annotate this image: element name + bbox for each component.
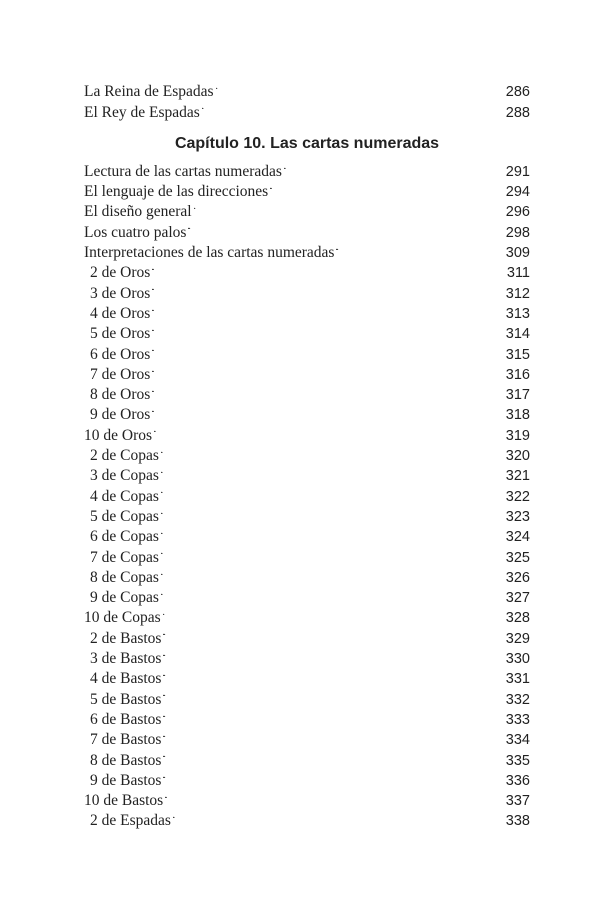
toc-leader-dots	[163, 744, 492, 764]
toc-entry-page-number: 286	[505, 84, 530, 101]
toc-entry-label: 10 de Bastos	[84, 792, 164, 810]
toc-leader-dots	[161, 521, 492, 541]
toc-leader-dots	[163, 663, 492, 683]
toc-leader-dots	[161, 541, 492, 561]
toc-entry-label: 8 de Oros	[90, 386, 151, 404]
toc-entry-label: 9 de Bastos	[90, 771, 162, 789]
toc-entry-page-number: 324	[505, 529, 530, 546]
toc-entry-label: 8 de Bastos	[90, 751, 162, 769]
toc-entry-label: 3 de Bastos	[90, 650, 162, 668]
toc-entry-page-number: 332	[505, 691, 530, 708]
toc-entry-label: 2 de Bastos	[90, 629, 162, 647]
toc-entry	[84, 318, 530, 343]
toc-leader-dots	[165, 785, 492, 805]
toc-entry-label: Interpretaciones de las cartas numeradas	[84, 244, 335, 262]
toc-entry-label: 4 de Oros	[90, 304, 151, 322]
toc-leader-dots	[161, 562, 492, 582]
toc-entry-page-number: 294	[505, 184, 530, 201]
toc-entry-page-number: 317	[505, 387, 530, 404]
toc-entry-label: 3 de Oros	[90, 284, 151, 302]
toc-entry	[84, 76, 530, 101]
toc-leader-dots	[163, 704, 492, 724]
toc-leader-dots	[154, 419, 492, 439]
toc-entry	[84, 359, 530, 383]
toc-leader-dots	[163, 622, 492, 642]
toc-entry-page-number: 311	[506, 265, 530, 282]
toc-entry	[84, 277, 530, 302]
toc-entry-page-number: 321	[505, 468, 530, 485]
toc-page	[84, 76, 530, 830]
toc-entry-page-number: 313	[505, 305, 530, 322]
toc-entry-label: El Rey de Espadas	[84, 103, 200, 121]
toc-entry-page-number: 316	[505, 366, 530, 383]
toc-entry-label: 7 de Bastos	[90, 731, 162, 749]
toc-entry-page-number: 288	[505, 104, 530, 121]
toc-entry-label: 7 de Copas	[90, 548, 159, 566]
toc-entry-label: La Reina de Espadas	[84, 83, 214, 101]
toc-leader-dots	[152, 298, 492, 318]
toc-leader-dots	[336, 237, 492, 257]
toc-entry-label: 2 de Espadas	[90, 812, 171, 830]
toc-entry-label: 10 de Oros	[84, 426, 153, 444]
toc-entry-label: 5 de Bastos	[90, 690, 162, 708]
toc-entry-page-number: 314	[505, 326, 530, 343]
toc-section-top	[84, 76, 530, 121]
toc-entry	[84, 419, 530, 444]
toc-leader-dots	[152, 379, 492, 399]
toc-entry	[84, 379, 530, 404]
toc-entry-page-number: 320	[505, 448, 530, 465]
toc-entry-label: 2 de Copas	[90, 447, 159, 465]
toc-leader-dots	[202, 96, 492, 116]
toc-leader-dots	[216, 76, 492, 96]
toc-entry	[84, 399, 530, 424]
toc-entry-page-number: 315	[505, 346, 530, 363]
toc-entry-label: 2 de Oros	[90, 264, 151, 282]
toc-entry-page-number: 309	[505, 245, 530, 262]
toc-entry-label: 3 de Copas	[90, 467, 159, 485]
toc-leader-dots	[163, 683, 492, 703]
toc-entry-page-number: 326	[505, 569, 530, 586]
toc-entry	[84, 298, 530, 322]
toc-entry-label: 5 de Oros	[90, 325, 151, 343]
toc-entry-label: 4 de Copas	[90, 487, 159, 505]
toc-entry-page-number: 312	[505, 285, 530, 302]
toc-entry-page-number: 335	[505, 752, 530, 769]
toc-entry-page-number: 328	[505, 610, 530, 627]
toc-entry-page-number: 331	[505, 671, 530, 688]
toc-leader-dots	[188, 216, 492, 236]
toc-leader-dots	[173, 805, 492, 825]
toc-leader-dots	[284, 156, 492, 176]
toc-entry-page-number: 327	[505, 590, 530, 607]
toc-entry	[84, 338, 530, 363]
toc-entry-label: 4 de Bastos	[90, 670, 162, 688]
toc-entry-label: Lectura de las cartas numeradas	[84, 162, 282, 180]
toc-entry-page-number: 291	[505, 163, 530, 180]
toc-leader-dots	[161, 582, 492, 602]
toc-leader-dots	[163, 765, 492, 785]
toc-entry-label: El lenguaje de las direcciones	[84, 183, 269, 201]
toc-entry-page-number: 329	[505, 630, 530, 647]
toc-entry-page-number: 318	[505, 407, 530, 424]
toc-section-chapter	[84, 156, 530, 830]
toc-entry-label: 6 de Copas	[90, 528, 159, 546]
toc-entry-page-number: 337	[505, 793, 530, 810]
toc-leader-dots	[152, 257, 492, 277]
toc-entry-label: El diseño general	[84, 203, 192, 221]
toc-leader-dots	[194, 196, 492, 216]
toc-leader-dots	[152, 359, 492, 379]
toc-leader-dots	[270, 176, 492, 196]
toc-entry-page-number: 336	[505, 772, 530, 789]
toc-entry-label: 9 de Copas	[90, 589, 159, 607]
toc-entry-page-number: 319	[505, 427, 530, 444]
toc-entry	[84, 156, 530, 180]
toc-entry-label: 6 de Bastos	[90, 710, 162, 728]
toc-leader-dots	[163, 643, 492, 663]
toc-leader-dots	[163, 724, 492, 744]
toc-entry-label: 6 de Oros	[90, 345, 151, 363]
toc-leader-dots	[161, 501, 492, 521]
toc-entry-page-number: 338	[505, 813, 530, 830]
toc-entry-page-number: 322	[505, 488, 530, 505]
toc-leader-dots	[161, 460, 492, 480]
toc-leader-dots	[152, 399, 492, 419]
toc-leader-dots	[152, 338, 492, 358]
toc-leader-dots	[152, 277, 492, 297]
toc-entry-page-number: 296	[505, 204, 530, 221]
toc-entry-label: 8 de Copas	[90, 568, 159, 586]
toc-entry-page-number: 298	[505, 224, 530, 241]
toc-entry-label: 10 de Copas	[84, 609, 161, 627]
toc-entry-page-number: 325	[505, 549, 530, 566]
toc-leader-dots	[163, 602, 492, 622]
chapter-title: Capítulo 10. Las cartas numeradas	[174, 134, 440, 152]
toc-entry-label: 9 de Oros	[90, 406, 151, 424]
toc-entry-page-number: 334	[505, 732, 530, 749]
toc-leader-dots	[152, 318, 492, 338]
toc-entry-page-number: 330	[505, 651, 530, 668]
toc-entry-label: Los cuatro palos	[84, 223, 187, 241]
toc-entry-label: 5 de Copas	[90, 507, 159, 525]
toc-entry-label: 7 de Oros	[90, 365, 151, 383]
toc-entry-page-number: 323	[505, 508, 530, 525]
toc-entry-page-number: 333	[505, 711, 530, 728]
toc-leader-dots	[161, 480, 492, 500]
toc-leader-dots	[161, 440, 492, 460]
